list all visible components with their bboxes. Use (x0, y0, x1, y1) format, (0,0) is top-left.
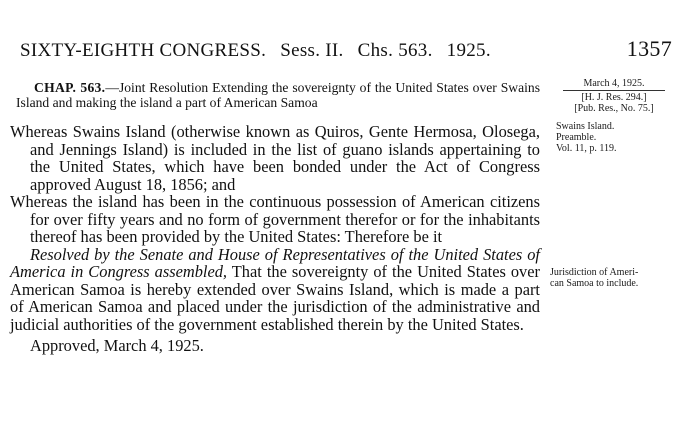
chapter-heading (16, 80, 540, 110)
margin-note-jurisdiction (550, 267, 680, 289)
margin-preamble: Preamble. (556, 132, 597, 143)
margin-pub-res: [Pub. Res., No. 75.] (574, 103, 654, 114)
margin-divider (563, 90, 665, 91)
whereas-clause-1: Whereas Swains Island (otherwise known as Quiros, Gente Hermosa, Olosega, and Jennings Island) is included in the list of guano islands appertaining to the United States, which have been bonded under the Act of Congress approved August 18, 1856; and (10, 122, 540, 194)
running-header (20, 36, 684, 66)
congress-title: SIXTY-EIGHTH CONGRESS. (20, 40, 267, 61)
resolving-clause (10, 246, 540, 334)
margin-note-date (555, 78, 673, 114)
main-text-column (10, 80, 540, 355)
margin-jurisdiction-line1: Jurisdiction of Ameri- (550, 267, 639, 278)
page-number: 1357 (626, 36, 672, 61)
margin-volume-ref: Vol. 11, p. 119. (556, 143, 617, 154)
resolving-text: That the sovereignty of the United States over American Samoa is hereby extended over Swains Island, which is made a part of American Samoa and placed under the jurisdiction of the administrative and judicial authorities of the government established therein by the United States. (10, 262, 540, 334)
session-label: Sess. II. (280, 40, 344, 61)
approval-line: Approved, March 4, 1925. (30, 336, 204, 355)
chapter-label: CHAP. 563. (34, 80, 106, 95)
margin-date: March 4, 1925. (583, 78, 645, 89)
margin-hj-res: [H. J. Res. 294.] (581, 92, 647, 103)
whereas-clause-2: Whereas the island has been in the continuous possession of American citizens for over fifty years and no form of government therefor or for the inhabitants thereof has been provided by the United States: Therefore be it (10, 192, 540, 246)
running-header-left (20, 40, 505, 62)
margin-swains-island: Swains Island. (556, 121, 615, 132)
chapter-title: —Joint Resolution Extending the sovereignty of the United States over Swains Island and making the island a part of American Samoa (16, 80, 540, 110)
chapter-ref: Chs. 563. (357, 40, 433, 61)
margin-jurisdiction-line2: can Samoa to include. (550, 278, 639, 289)
resolving-formula: Resolved by the Senate and House of Representatives of the United States of America in Congress assembled, (10, 244, 540, 281)
margin-note-swains (556, 121, 676, 154)
year-label: 1925. (446, 40, 491, 61)
